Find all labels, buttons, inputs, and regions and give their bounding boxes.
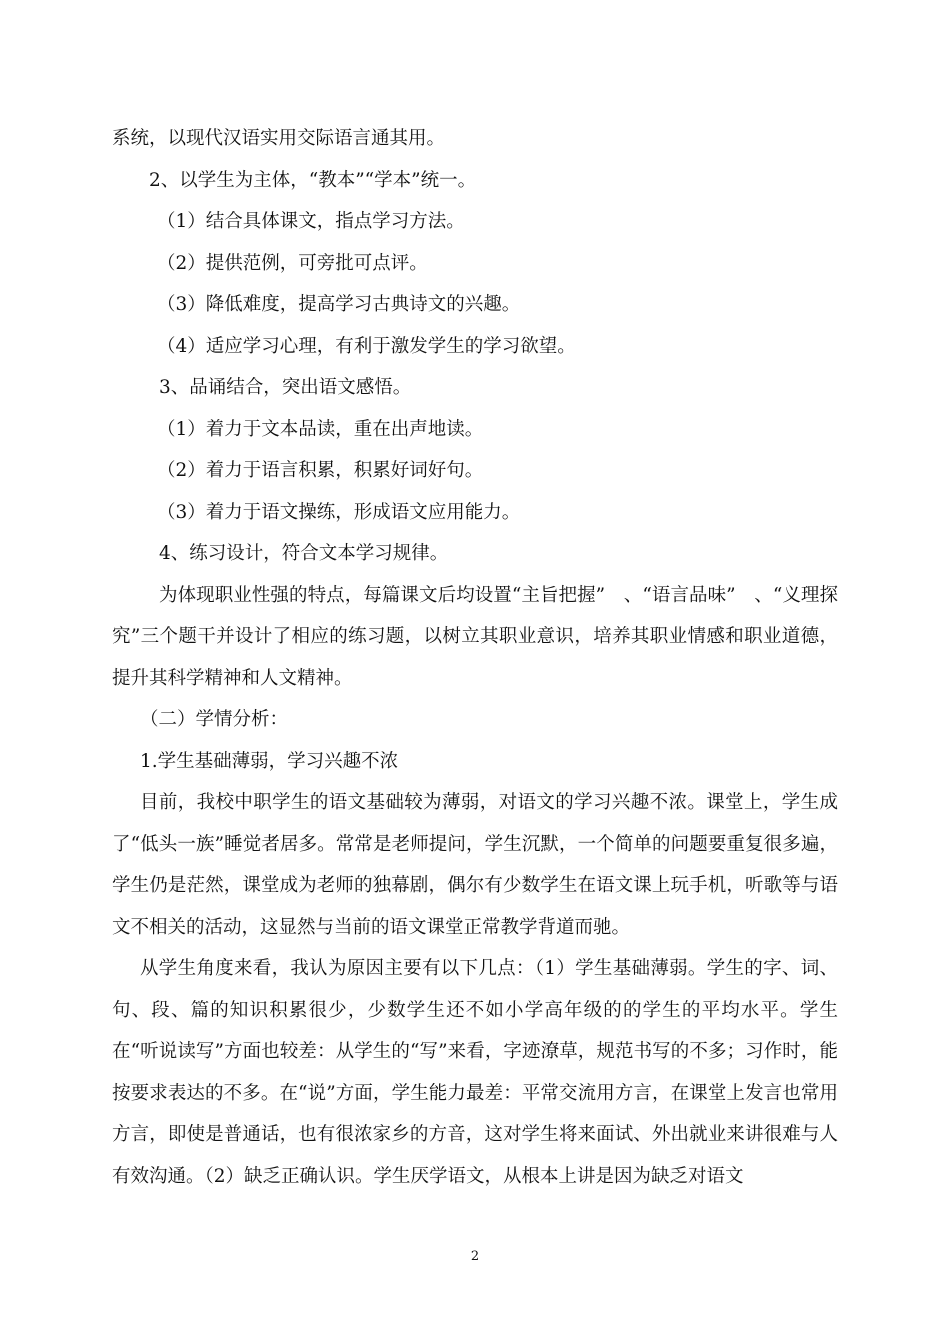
list-item: （3）降低难度，提高学习古典诗文的兴趣。 [157,294,521,315]
body-text [112,118,838,1197]
paragraph: 为体现职业性强的特点，每篇课文后均设置“主旨把握” 、“语言品味” 、“义理探究”三个题干并设计了相应的练习题，以树立其职业意识，培养其职业情感和职业道德，提升其科学精神和人文精神。 [112,584,838,689]
list-item: （1）着力于文本品读，重在出声地读。 [157,418,484,440]
list-item: （3）着力于语文操练，形成语文应用能力。 [157,501,521,523]
text-line: 系统，以现代汉语实用交际语言通其用。 [112,128,446,149]
paragraph: 从学生角度来看，我认为原因主要有以下几点：（1）学生基础薄弱。学生的字、词、句、段、篇的知识积累很少，少数学生还不如小学高年级的的学生的平均水平。学生在“听说读写”方面也较差：从学生的“写”来看，字迹潦草，规范书写的不多；习作时，能按要求表达的不多。在“说”方面，学生能力最差：平常交流用方言，在课堂上发言也常用方言，即使是普通话，也有很浓家乡的方音，这对学生将来面试、外出就业来讲很难与人有效沟通。（2）缺乏正确认识。学生厌学语文，从根本上讲是因为缺乏对语文 [112,958,838,1187]
section-heading: 4、练习设计，符合文本学习规律。 [159,543,449,564]
list-item: （2）着力于语言积累，积累好词好句。 [157,460,484,481]
section-heading: 2、以学生为主体，“教本”“学本”统一。 [149,169,477,191]
subsection-heading: 1.学生基础薄弱，学习兴趣不浓 [140,750,399,772]
list-item: （1）结合具体课文，指点学习方法。 [157,211,465,232]
list-item: （2）提供范例，可旁批可点评。 [157,252,428,274]
section-heading: （二）学情分析： [140,709,289,730]
list-item: （4）适应学习心理，有利于激发学生的学习欲望。 [157,335,576,357]
paragraph: 目前，我校中职学生的语文基础较为薄弱，对语文的学习兴趣不浓。课堂上，学生成了“低头一族”睡觉者居多。常常是老师提问，学生沉默，一个简单的问题要重复很多遍，学生仍是茫然，课堂成为老师的独幕剧，偶尔有少数学生在语文课上玩手机，听歌等与语文不相关的活动，这显然与当前的语文课堂正常教学背道而驰。 [112,792,838,938]
section-heading: 3、品诵结合，突出语文感悟。 [159,377,412,398]
page-number: 2 [470,1249,480,1264]
